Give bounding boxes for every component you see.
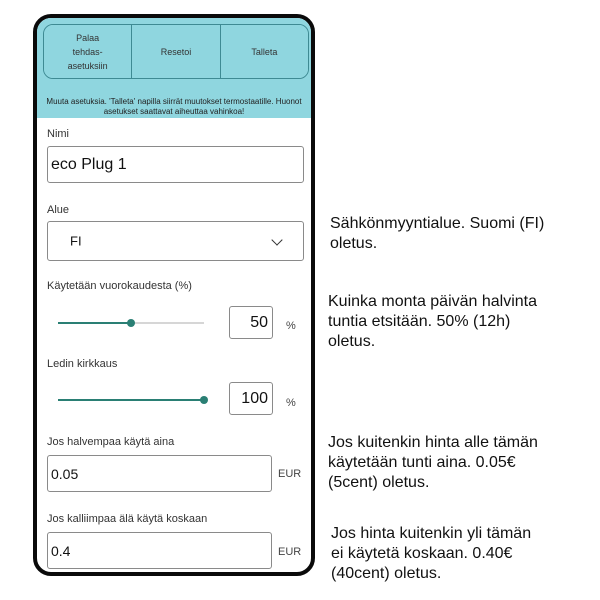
cheap-limit-field[interactable] xyxy=(47,455,272,492)
area-value: FI xyxy=(70,233,82,249)
daily-use-label: Käytetään vuorokaudesta (%) xyxy=(47,280,192,292)
reset-button[interactable]: Resetoi xyxy=(131,25,219,78)
settings-info-text: Muuta asetuksia. 'Talleta' napilla siirrät muutokset termostaatille. Huonot asetukset saattavat aiheuttaa vahinkoa! xyxy=(46,97,302,116)
daily-use-note: Kuinka monta päivän halvinta tuntia etsitään. 50% (12h) oletus. xyxy=(328,293,538,350)
led-brightness-slider[interactable] xyxy=(58,393,204,407)
expensive-limit-unit: EUR xyxy=(278,546,302,558)
cheap-limit-unit: EUR xyxy=(278,468,302,480)
area-label: Alue xyxy=(47,204,70,216)
daily-use-unit: % xyxy=(286,320,296,332)
led-brightness-unit: % xyxy=(286,397,296,409)
slider-thumb[interactable] xyxy=(200,396,208,404)
name-label: Nimi xyxy=(47,128,69,140)
phone-frame xyxy=(33,14,315,576)
cheap-limit-label: Jos halvempaa käytä aina xyxy=(47,436,175,448)
save-button[interactable]: Talleta xyxy=(220,25,308,78)
slider-thumb[interactable] xyxy=(127,319,135,327)
slider-fill xyxy=(58,322,131,324)
daily-use-slider[interactable] xyxy=(58,316,204,330)
name-value: eco Plug 1 xyxy=(51,155,127,173)
slider-fill xyxy=(58,399,204,401)
led-brightness-value: 100 xyxy=(241,389,268,407)
area-select[interactable] xyxy=(47,221,304,261)
led-label: Ledin kirkkaus xyxy=(47,358,118,370)
expensive-limit-note: Jos hinta kuitenkin yli tämän ei käytetä koskaan. 0.40€ (40cent) oletus. xyxy=(331,525,532,582)
expensive-limit-value: 0.4 xyxy=(51,542,71,559)
area-note: Sähkönmyyntialue. Suomi (FI) oletus. xyxy=(330,215,545,252)
daily-use-value: 50 xyxy=(250,313,268,331)
factory-reset-button[interactable]: Palaa tehdas- asetuksiin xyxy=(44,25,131,78)
led-brightness-input[interactable] xyxy=(229,382,273,415)
expensive-limit-label: Jos kalliimpaa älä käytä koskaan xyxy=(47,513,208,525)
cheap-limit-note: Jos kuitenkin hinta alle tämän käytetään tunti aina. 0.05€ (5cent) oletus. xyxy=(328,434,538,491)
expensive-limit-field[interactable] xyxy=(47,532,272,569)
chevron-down-icon xyxy=(271,234,282,245)
settings-toolbar xyxy=(37,18,311,118)
daily-use-input[interactable] xyxy=(229,306,273,339)
cheap-limit-value: 0.05 xyxy=(51,465,79,482)
name-field[interactable] xyxy=(47,146,304,183)
toolbar-button-group xyxy=(43,24,309,79)
